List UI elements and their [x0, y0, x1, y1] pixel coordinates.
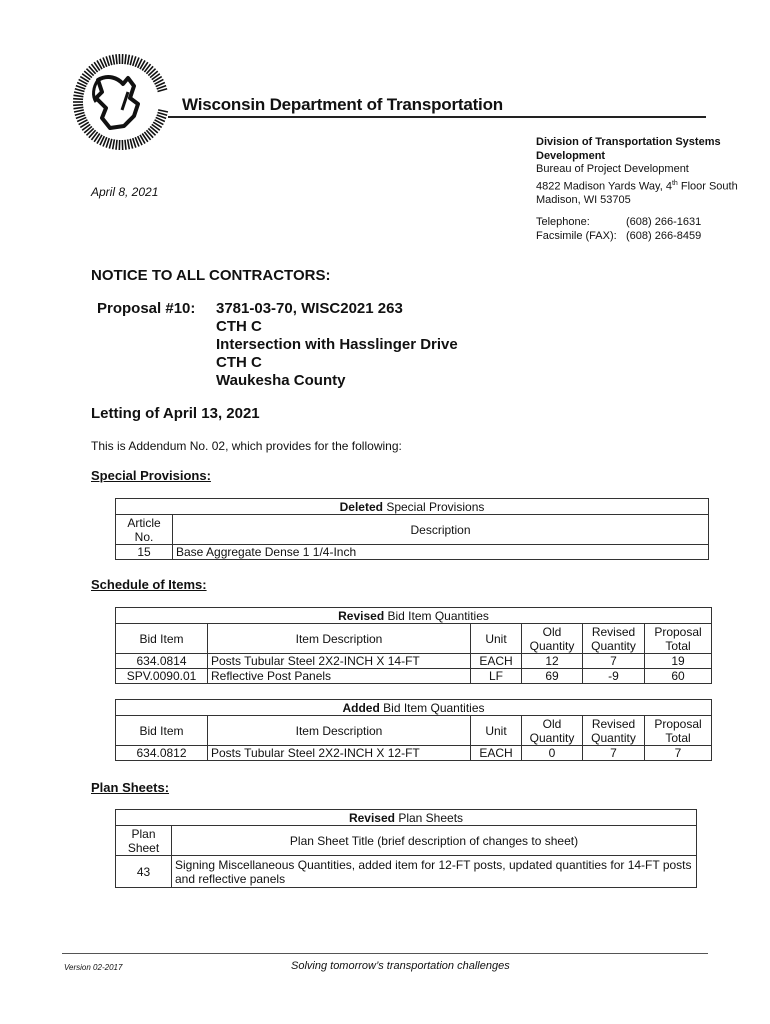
proposal-line: Intersection with Hasslinger Drive	[216, 336, 458, 353]
letter-date: April 8, 2021	[91, 185, 159, 199]
schedule-of-items-heading: Schedule of Items:	[91, 577, 207, 592]
telephone-row: Telephone: (608) 266-1631	[536, 216, 702, 229]
table-row: 15 Base Aggregate Dense 1 1/4-Inch	[116, 545, 709, 560]
proposal-details	[216, 300, 458, 390]
letting-date: Letting of April 13, 2021	[91, 405, 260, 422]
addendum-intro: This is Addendum No. 02, which provides for the following:	[91, 439, 402, 453]
column-header: Plan Sheet Title (brief description of changes to sheet)	[172, 826, 697, 856]
table-row: 634.0812 Posts Tubular Steel 2X2-INCH X 12-FT EACH 0 7 7	[116, 746, 712, 761]
table-caption: Deleted Special Provisions	[116, 499, 709, 515]
proposal-line: CTH C	[216, 318, 262, 335]
department-title: Wisconsin Department of Transportation	[182, 95, 503, 114]
division-contact-block	[536, 136, 756, 243]
revised-plan-sheets-table	[115, 809, 697, 888]
division-name-line2: Development	[536, 149, 606, 162]
column-header: Item Description	[208, 624, 471, 654]
column-header: Item Description	[208, 716, 471, 746]
added-bid-item-table	[115, 699, 712, 761]
column-header: Old Quantity	[522, 716, 583, 746]
footer-rule	[62, 953, 708, 954]
notice-title: NOTICE TO ALL CONTRACTORS:	[91, 267, 331, 284]
column-header: Revised Quantity	[583, 716, 645, 746]
column-header: Unit	[471, 716, 522, 746]
fax-row: Facsimile (FAX): (608) 266-8459	[536, 229, 702, 242]
table-caption: Revised Plan Sheets	[116, 810, 697, 826]
plan-sheets-heading: Plan Sheets:	[91, 780, 170, 795]
column-header: Unit	[471, 624, 522, 654]
proposal-line: Waukesha County	[216, 372, 346, 389]
table-row: SPV.0090.01 Reflective Post Panels LF 69 -9 60	[116, 669, 712, 684]
street-address: 4822 Madison Yards Way, 4th Floor South	[536, 179, 738, 193]
wisdot-logo-icon	[68, 52, 174, 152]
column-header: Description	[173, 515, 709, 545]
header-rule	[168, 116, 706, 118]
column-header: Bid Item	[116, 716, 208, 746]
table-caption: Added Bid Item Quantities	[116, 700, 712, 716]
version-label: Version 02-2017	[64, 963, 123, 972]
revised-bid-item-table	[115, 607, 712, 684]
bureau-name: Bureau of Project Development	[536, 163, 689, 175]
special-provisions-heading: Special Provisions:	[91, 468, 211, 483]
city-address: Madison, WI 53705	[536, 193, 631, 206]
proposal-label: Proposal #10:	[97, 300, 196, 317]
column-header: Article No.	[116, 515, 173, 545]
column-header: Bid Item	[116, 624, 208, 654]
footer-tagline: Solving tomorrow’s transportation challenges	[291, 960, 510, 972]
division-name-line1: Division of Transportation Systems	[536, 136, 721, 148]
column-header: Revised Quantity	[583, 624, 645, 654]
table-caption: Revised Bid Item Quantities	[116, 608, 712, 624]
table-row: 634.0814 Posts Tubular Steel 2X2-INCH X 14-FT EACH 12 7 19	[116, 654, 712, 669]
deleted-special-provisions-table	[115, 498, 709, 560]
column-header: Proposal Total	[645, 716, 712, 746]
table-row: 43 Signing Miscellaneous Quantities, added item for 12-FT posts, updated quantities for 14-FT posts and reflective panels	[116, 856, 697, 888]
proposal-line: CTH C	[216, 354, 262, 371]
column-header: Plan Sheet	[116, 826, 172, 856]
proposal-line: 3781-03-70, WISC2021 263	[216, 300, 403, 317]
column-header: Old Quantity	[522, 624, 583, 654]
column-header: Proposal Total	[645, 624, 712, 654]
